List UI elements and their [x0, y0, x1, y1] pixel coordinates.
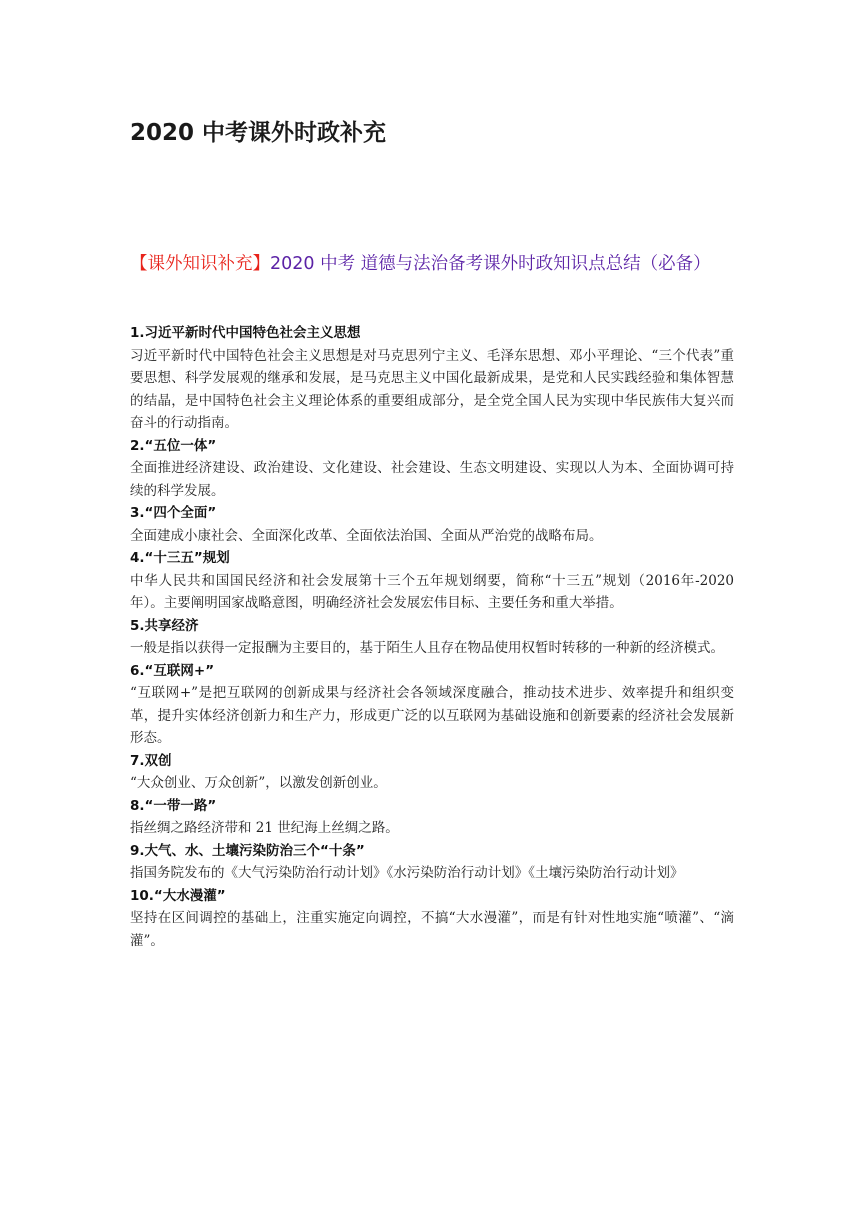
- section-body: 全面建成小康社会、全面深化改革、全面依法治国、全面从严治党的战略布局。: [130, 527, 603, 544]
- subtitle-text: 2020 中考 道德与法治备考课外时政知识点总结（必备）: [270, 254, 711, 274]
- section-9: [130, 840, 734, 885]
- section-3: [130, 502, 734, 547]
- subtitle-tag: 【课外知识补充】: [130, 254, 270, 274]
- section-heading: 2.“五位一体”: [130, 437, 217, 454]
- section-heading: 9.大气、水、土壤污染防治三个“十条”: [130, 842, 365, 859]
- section-heading: 7.双创: [130, 752, 172, 769]
- section-heading: 8.“一带一路”: [130, 797, 217, 814]
- section-body: 全面推进经济建设、政治建设、文化建设、社会建设、生态文明建设、实现以人为本、全面协调可持续的科学发展。: [130, 460, 734, 499]
- section-body: 一般是指以获得一定报酬为主要目的，基于陌生人且存在物品使用权暂时转移的一种新的经济模式。: [130, 640, 724, 656]
- section-2: [130, 435, 734, 503]
- document-subtitle: [130, 241, 734, 287]
- section-body: 坚持在区间调控的基础上，注重实施定向调控，不搞“大水漫灌”，而是有针对性地实施“喷灌”、“滴灌”。: [130, 910, 734, 949]
- section-1: [130, 322, 734, 435]
- section-body: “互联网+”是把互联网的创新成果与经济社会各领域深度融合，推动技术进步、效率提升和组织变革，提升实体经济创新力和生产力，形成更广泛的以互联网为基础设施和创新要素的经济社会发展新形态。: [130, 685, 734, 746]
- section-heading: 1.习近平新时代中国特色社会主义思想: [130, 325, 361, 341]
- section-8: [130, 795, 734, 840]
- document-content: [130, 322, 734, 952]
- section-body: 习近平新时代中国特色社会主义思想是对马克思列宁主义、毛泽东思想、邓小平理论、“三个代表”重要思想、科学发展观的继承和发展，是马克思主义中国化最新成果，是党和人民实践经验和集体智慧的结晶，是中国特色社会主义理论体系的重要组成部分，是全党全国人民为实现中华民族伟大复兴而奋斗的行动指南。: [130, 347, 734, 431]
- section-heading: 3.“四个全面”: [130, 505, 217, 521]
- section-7: [130, 750, 734, 795]
- section-heading: 6.“互联网+”: [130, 662, 215, 679]
- section-body: 指国务院发布的《大气污染防治行动计划》《水污染防治行动计划》《土壤污染防治行动计划》: [130, 865, 684, 881]
- section-body: “大众创业、万众创新”，以激发创新创业。: [130, 775, 387, 791]
- section-body: 指丝绸之路经济带和 21 世纪海上丝绸之路。: [130, 820, 399, 836]
- section-body: 中华人民共和国国民经济和社会发展第十三个五年规划纲要，简称“十三五”规划（2016年-2020 年）。主要阐明国家战略意图，明确经济社会发展宏伟目标、主要任务和重大举措。: [130, 572, 734, 611]
- section-5: [130, 615, 734, 660]
- section-heading: 4.“十三五”规划: [130, 550, 230, 566]
- section-heading: 10.“大水漫灌”: [130, 887, 226, 904]
- section-10: [130, 885, 734, 953]
- section-4: [130, 547, 734, 615]
- page-title: 2020 中考课外时政补充: [130, 120, 387, 146]
- section-6: [130, 660, 734, 750]
- section-heading: 5.共享经济: [130, 617, 199, 634]
